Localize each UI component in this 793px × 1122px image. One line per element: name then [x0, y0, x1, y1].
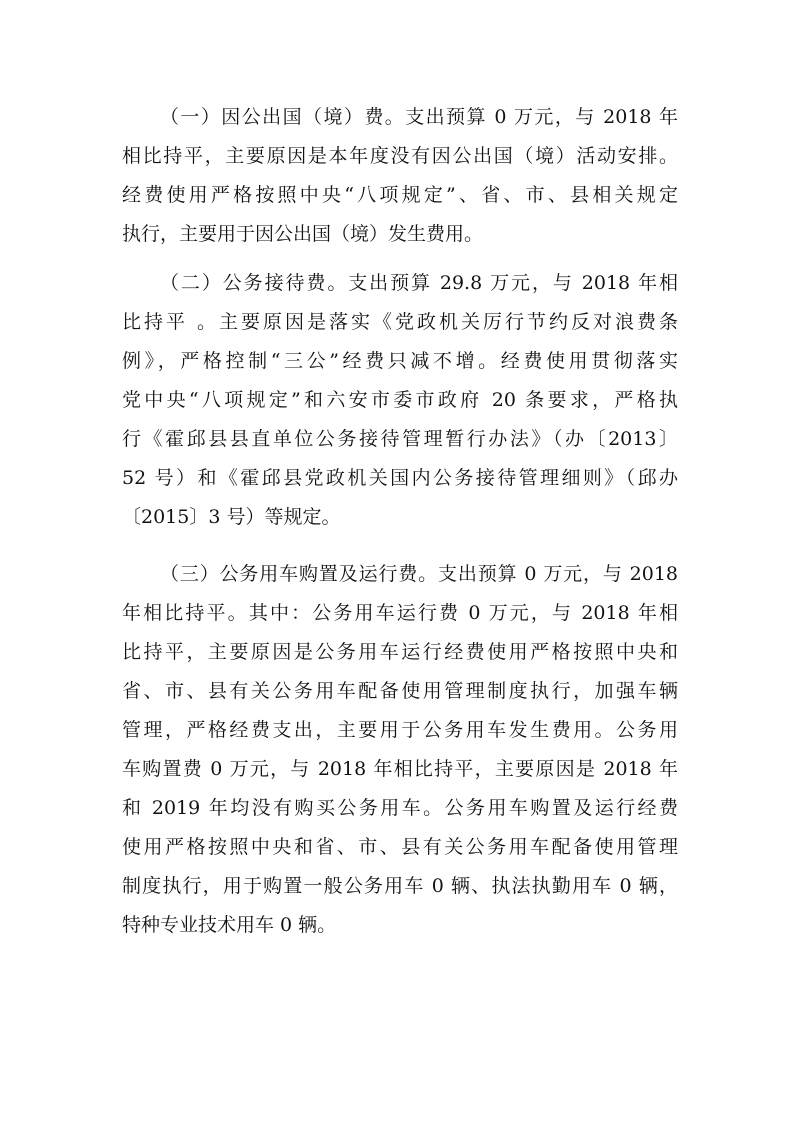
paragraph-line: 经费使用严格按照中央“八项规定”、省、市、县相关规定 — [122, 184, 678, 206]
paragraph-line: 车购置费 0 万元，与 2018 年相比持平，主要原因是 2018 年 — [122, 758, 678, 780]
paragraph-line: 行《霍邱县县直单位公务接待管理暂行办法》（办〔2013〕 — [122, 428, 678, 450]
section-official-vehicles — [122, 555, 678, 945]
paragraph-line: 使用严格按照中央和省、市、县有关公务用车配备使用管理 — [122, 836, 678, 858]
paragraph-line: 比持平 。主要原因是落实《党政机关厉行节约反对浪费条 — [122, 311, 678, 333]
paragraph-line: （二）公务接待费。支出预算 29.8 万元，与 2018 年相 — [160, 272, 678, 294]
paragraph-line: 党中央“八项规定”和六安市委市政府 20 条要求，严格执 — [122, 389, 678, 411]
section-official-reception — [122, 264, 678, 537]
paragraph-line: 省、市、县有关公务用车配备使用管理制度执行，加强车辆 — [122, 680, 678, 702]
section-foreign-travel — [122, 98, 678, 254]
paragraph-gap — [122, 537, 678, 555]
paragraph-line: 制度执行，用于购置一般公务用车 0 辆、执法执勤用车 0 辆， — [122, 875, 678, 897]
paragraph-line: （一）因公出国（境）费。支出预算 0 万元，与 2018 年 — [160, 106, 678, 128]
paragraph-line: 〔2015〕3 号）等规定。 — [122, 506, 341, 528]
paragraph-line: 相比持平，主要原因是本年度没有因公出国（境）活动安排。 — [122, 145, 678, 167]
paragraph-line: 52 号）和《霍邱县党政机关国内公务接待管理细则》（邱办 — [122, 467, 678, 489]
paragraph-line: 特种专业技术用车 0 辆。 — [122, 914, 337, 936]
paragraph-line: （三）公务用车购置及运行费。支出预算 0 万元，与 2018 — [160, 563, 678, 585]
paragraph-line: 执行，主要用于因公出国（境）发生费用。 — [122, 223, 484, 245]
paragraph-line: 和 2019 年均没有购买公务用车。公务用车购置及运行经费 — [122, 797, 678, 819]
paragraph-line: 例》，严格控制“三公”经费只减不增。经费使用贯彻落实 — [122, 350, 678, 372]
paragraph-line: 管理，严格经费支出，主要用于公务用车发生费用。公务用 — [122, 719, 678, 741]
paragraph-line: 比持平，主要原因是公务用车运行经费使用严格按照中央和 — [122, 641, 678, 663]
paragraph-line: 年相比持平。其中：公务用车运行费 0 万元，与 2018 年相 — [122, 602, 678, 624]
document-body — [122, 98, 678, 945]
paragraph-gap — [122, 254, 678, 264]
